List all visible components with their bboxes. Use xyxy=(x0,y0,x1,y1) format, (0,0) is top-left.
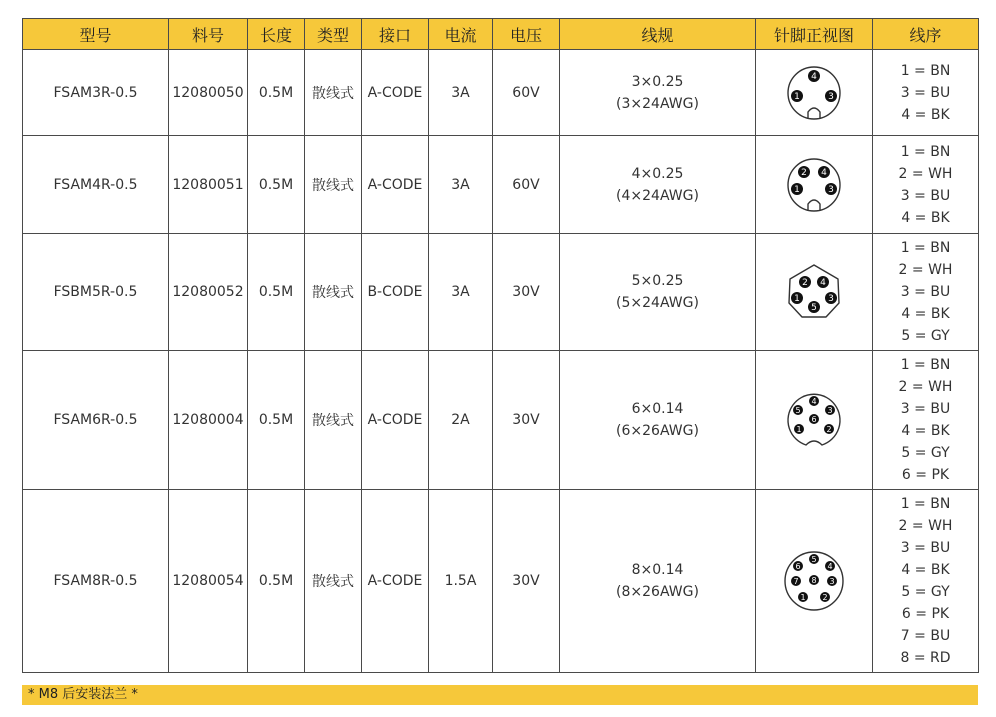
cell-model: FSAM8R-0.5 xyxy=(23,490,169,673)
pin-2 xyxy=(799,276,811,288)
key-notch xyxy=(808,108,820,119)
pin-diagram-4pin xyxy=(779,150,849,220)
pin-3 xyxy=(825,405,835,415)
cell-current: 3A xyxy=(429,234,493,351)
svg-text:1: 1 xyxy=(794,184,800,195)
col-header-type: 类型 xyxy=(305,19,362,50)
pin-5 xyxy=(793,405,803,415)
cell-length: 0.5M xyxy=(248,351,305,490)
wire-entry: 5 = GY xyxy=(901,584,950,600)
svg-text:2: 2 xyxy=(822,593,828,602)
svg-text:6: 6 xyxy=(795,562,801,571)
cell-type: 散线式 xyxy=(305,234,362,351)
gauge-spec: 5×0.25 xyxy=(631,273,684,289)
pin-6 xyxy=(793,561,803,571)
cell-wiring xyxy=(873,234,979,351)
svg-text:3: 3 xyxy=(828,294,834,304)
cell-length: 0.5M xyxy=(248,490,305,673)
cell-current: 1.5A xyxy=(429,490,493,673)
table-row xyxy=(23,490,979,673)
pin-4 xyxy=(809,396,819,406)
cell-pin-view xyxy=(756,50,873,136)
pin-diagram-8pin xyxy=(776,543,852,619)
wire-entry: 1 = BN xyxy=(900,143,951,160)
wire-entry: 3 = BU xyxy=(900,187,951,204)
col-header-interface: 接口 xyxy=(362,19,429,50)
key-notch xyxy=(808,200,820,211)
pin-2 xyxy=(798,166,810,178)
cell-model: FSAM6R-0.5 xyxy=(23,351,169,490)
cell-gauge xyxy=(560,351,756,490)
gauge-awg: (6×26AWG) xyxy=(616,423,699,439)
svg-text:5: 5 xyxy=(811,555,817,564)
svg-text:3: 3 xyxy=(827,406,833,415)
wire-entry: 1 = BN xyxy=(900,357,951,373)
pin-1 xyxy=(794,424,804,434)
cell-model: FSAM4R-0.5 xyxy=(23,136,169,234)
cell-pin-view xyxy=(756,234,873,351)
pin-4 xyxy=(818,166,830,178)
cell-model: FSAM3R-0.5 xyxy=(23,50,169,136)
pin-3 xyxy=(825,292,837,304)
svg-text:4: 4 xyxy=(811,397,817,406)
wire-entry: 4 = BK xyxy=(901,423,950,439)
col-header-model: 型号 xyxy=(23,19,169,50)
col-header-gauge: 线规 xyxy=(560,19,756,50)
svg-text:2: 2 xyxy=(801,167,807,178)
pin-2 xyxy=(820,592,830,602)
col-header-wiring: 线序 xyxy=(873,19,979,50)
pin-6 xyxy=(809,414,819,424)
cell-current: 3A xyxy=(429,50,493,136)
wire-entry: 2 = WH xyxy=(898,379,953,395)
wire-entry: 5 = GY xyxy=(901,328,950,344)
wire-entry: 1 = BN xyxy=(900,240,951,256)
cell-wiring xyxy=(873,136,979,234)
wire-entry: 6 = PK xyxy=(901,606,950,622)
footer-note-bar xyxy=(22,685,978,705)
pin-5 xyxy=(809,554,819,564)
pin-diagram-3pin xyxy=(779,58,849,128)
svg-text:1: 1 xyxy=(794,91,800,102)
wire-entry: 1 = BN xyxy=(900,62,951,79)
cell-current: 2A xyxy=(429,351,493,490)
svg-text:3: 3 xyxy=(829,577,835,586)
cell-part: 12080051 xyxy=(169,136,248,234)
pin-4 xyxy=(808,70,820,82)
cell-voltage: 30V xyxy=(493,234,560,351)
gauge-spec: 6×0.14 xyxy=(631,401,684,417)
cell-voltage: 30V xyxy=(493,490,560,673)
spec-table xyxy=(22,18,979,673)
pin-diagram-6pin xyxy=(779,385,849,455)
svg-text:4: 4 xyxy=(827,562,833,571)
pin-8 xyxy=(809,575,819,585)
svg-text:5: 5 xyxy=(795,406,801,415)
gauge-spec: 4×0.25 xyxy=(631,165,684,182)
cell-voltage: 60V xyxy=(493,50,560,136)
gauge-awg: (4×24AWG) xyxy=(616,187,699,204)
wire-entry: 4 = BK xyxy=(901,562,950,578)
wire-entry: 3 = BU xyxy=(900,540,951,556)
cell-pin-view xyxy=(756,490,873,673)
cell-pin-view xyxy=(756,351,873,490)
wire-entry: 4 = BK xyxy=(901,306,950,322)
cell-wiring xyxy=(873,490,979,673)
pin-4 xyxy=(825,561,835,571)
svg-text:4: 4 xyxy=(820,278,826,288)
table-row xyxy=(23,234,979,351)
wire-entry: 6 = PK xyxy=(901,467,950,483)
wire-entry: 2 = WH xyxy=(898,165,953,182)
table-row xyxy=(23,50,979,136)
gauge-awg: (3×24AWG) xyxy=(616,95,699,112)
wire-entry: 4 = BK xyxy=(901,209,950,226)
cell-wiring xyxy=(873,50,979,136)
svg-text:3: 3 xyxy=(828,91,834,102)
wire-entry: 1 = BN xyxy=(900,496,951,512)
pin-1 xyxy=(798,592,808,602)
wire-entry: 3 = BU xyxy=(900,84,951,101)
wire-entry: 8 = RD xyxy=(900,650,951,666)
pin-3 xyxy=(825,90,837,102)
col-header-pin-view: 针脚正视图 xyxy=(756,19,873,50)
wire-entry: 2 = WH xyxy=(898,262,953,278)
cell-type: 散线式 xyxy=(305,351,362,490)
col-header-part: 料号 xyxy=(169,19,248,50)
cell-type: 散线式 xyxy=(305,50,362,136)
cell-voltage: 60V xyxy=(493,136,560,234)
pin-1 xyxy=(791,183,803,195)
pin-4 xyxy=(817,276,829,288)
cell-part: 12080054 xyxy=(169,490,248,673)
gauge-awg: (5×24AWG) xyxy=(616,295,699,311)
cell-part: 12080052 xyxy=(169,234,248,351)
cell-gauge xyxy=(560,234,756,351)
cell-gauge xyxy=(560,490,756,673)
wire-entry: 2 = WH xyxy=(898,518,953,534)
col-header-voltage: 电压 xyxy=(493,19,560,50)
cell-interface: A-CODE xyxy=(362,50,429,136)
svg-text:2: 2 xyxy=(826,425,832,434)
cell-part: 12080050 xyxy=(169,50,248,136)
cell-gauge xyxy=(560,136,756,234)
pin-5 xyxy=(808,301,820,313)
pin-7 xyxy=(791,576,801,586)
cell-current: 3A xyxy=(429,136,493,234)
pin-1 xyxy=(791,90,803,102)
cell-model: FSBM5R-0.5 xyxy=(23,234,169,351)
cell-interface: A-CODE xyxy=(362,136,429,234)
svg-text:1: 1 xyxy=(800,593,806,602)
cell-length: 0.5M xyxy=(248,50,305,136)
wire-entry: 7 = BU xyxy=(900,628,951,644)
cell-part: 12080004 xyxy=(169,351,248,490)
cell-wiring xyxy=(873,351,979,490)
svg-text:6: 6 xyxy=(811,415,817,424)
cell-interface: A-CODE xyxy=(362,490,429,673)
svg-text:4: 4 xyxy=(811,71,817,82)
col-header-current: 电流 xyxy=(429,19,493,50)
wire-entry: 5 = GY xyxy=(901,445,950,461)
svg-text:2: 2 xyxy=(802,278,808,288)
cell-pin-view xyxy=(756,136,873,234)
wire-entry: 3 = BU xyxy=(900,401,951,417)
cell-length: 0.5M xyxy=(248,136,305,234)
svg-text:7: 7 xyxy=(793,577,799,586)
col-header-length: 长度 xyxy=(248,19,305,50)
header-row xyxy=(23,19,979,50)
svg-text:5: 5 xyxy=(811,303,817,313)
pin-diagram-5pin xyxy=(779,257,849,327)
pin-2 xyxy=(824,424,834,434)
svg-text:1: 1 xyxy=(796,425,802,434)
cell-type: 散线式 xyxy=(305,136,362,234)
wire-entry: 3 = BU xyxy=(900,284,951,300)
gauge-awg: (8×26AWG) xyxy=(616,584,699,600)
footer-note: * M8 后安装法兰 * xyxy=(28,687,138,702)
gauge-spec: 3×0.25 xyxy=(631,73,684,90)
cell-type: 散线式 xyxy=(305,490,362,673)
cell-interface: A-CODE xyxy=(362,351,429,490)
gauge-spec: 8×0.14 xyxy=(631,562,684,578)
svg-text:1: 1 xyxy=(794,294,800,304)
svg-text:8: 8 xyxy=(811,576,817,585)
svg-text:4: 4 xyxy=(821,167,827,178)
svg-text:3: 3 xyxy=(828,184,834,195)
cell-voltage: 30V xyxy=(493,351,560,490)
pin-3 xyxy=(827,576,837,586)
cell-gauge xyxy=(560,50,756,136)
pin-3 xyxy=(825,183,837,195)
cell-interface: B-CODE xyxy=(362,234,429,351)
table-row xyxy=(23,351,979,490)
cell-length: 0.5M xyxy=(248,234,305,351)
table-row xyxy=(23,136,979,234)
pin-1 xyxy=(791,292,803,304)
wire-entry: 4 = BK xyxy=(901,106,950,123)
